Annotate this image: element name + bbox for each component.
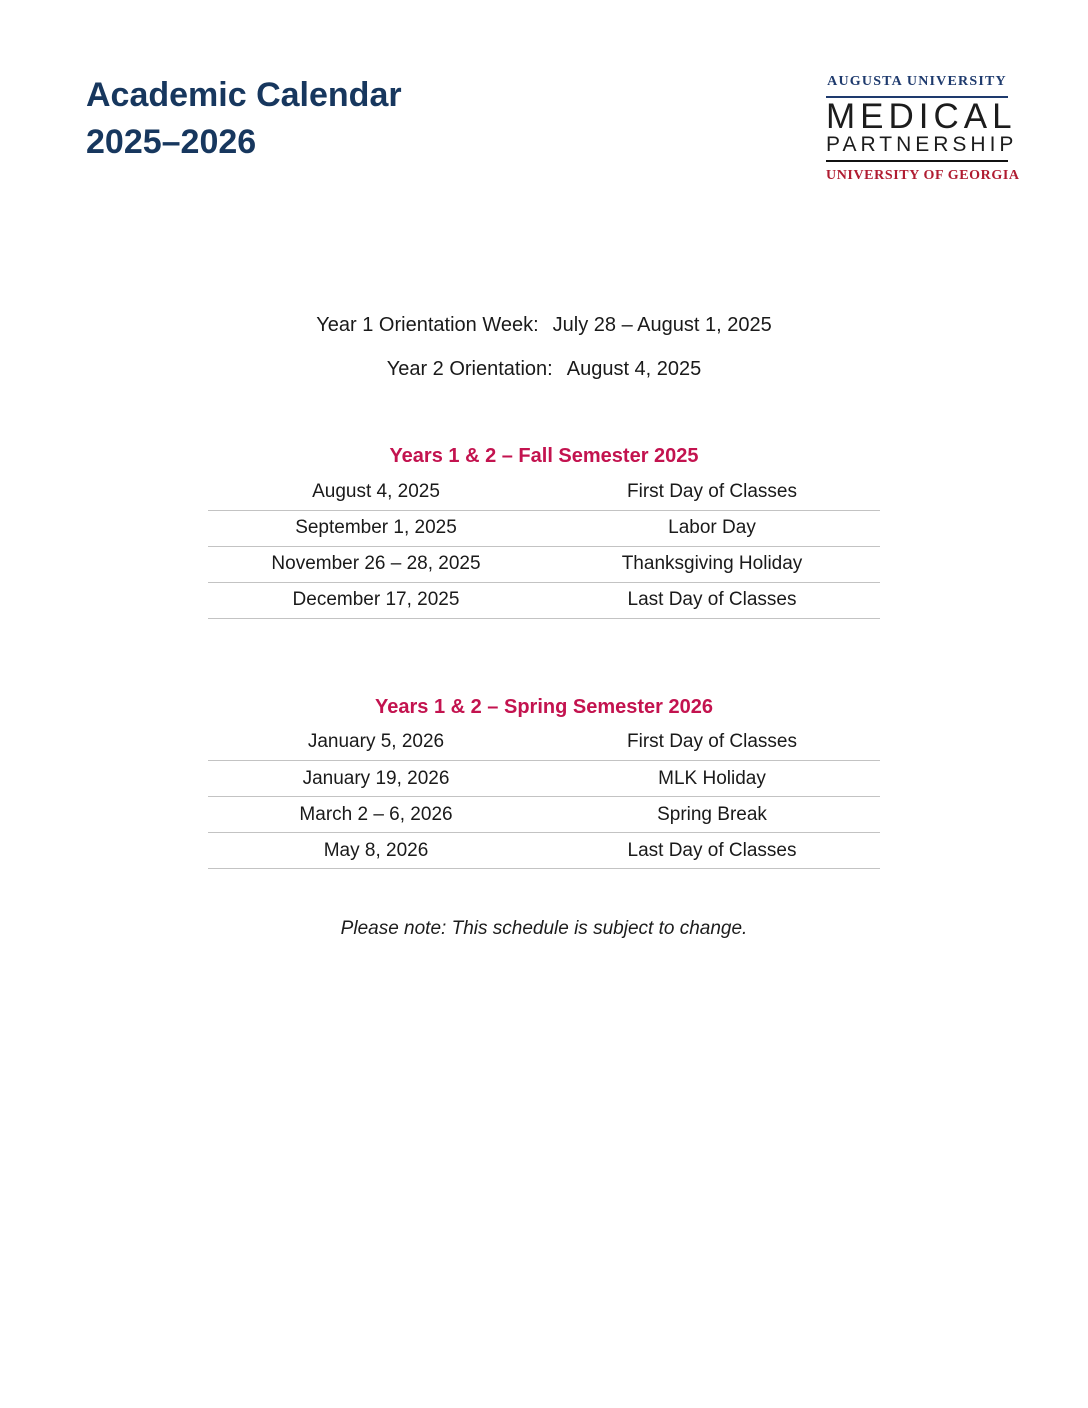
logo-partnership-text: PARTNERSHIP <box>826 133 1018 156</box>
logo-affiliate-text: UNIVERSITY OF GEORGIA <box>826 168 1020 183</box>
table-row <box>208 474 880 510</box>
fall-semester-table <box>208 474 880 619</box>
page-title-line2: 2025–2026 <box>86 123 257 161</box>
logo-bottom-divider <box>826 160 1008 162</box>
page-title <box>86 72 402 166</box>
event-cell: Last Day of Classes <box>544 582 880 618</box>
table-row <box>208 725 880 761</box>
event-cell: First Day of Classes <box>544 725 880 761</box>
page-title-line1: Academic Calendar <box>86 76 402 114</box>
year1-orientation-dates: July 28 – August 1, 2025 <box>552 314 772 336</box>
orientation-block <box>0 315 1088 379</box>
spring-semester-section <box>0 697 1088 870</box>
logo-institution-text: AUGUSTA UNIVERSITY <box>827 74 1007 89</box>
date-cell: December 17, 2025 <box>208 582 544 618</box>
spring-semester-table <box>208 725 880 870</box>
augusta-university-medical-partnership-logo <box>826 72 1020 184</box>
schedule-change-note: Please note: This schedule is subject to change. <box>340 918 748 939</box>
event-cell: Last Day of Classes <box>544 833 880 869</box>
event-cell: MLK Holiday <box>544 761 880 797</box>
spring-semester-title: Years 1 & 2 – Spring Semester 2026 <box>375 695 713 718</box>
year2-orientation-line <box>0 359 1088 379</box>
date-cell: August 4, 2025 <box>208 474 544 510</box>
date-cell: September 1, 2025 <box>208 510 544 546</box>
table-row <box>208 761 880 797</box>
event-cell: First Day of Classes <box>544 474 880 510</box>
fall-semester-title: Years 1 & 2 – Fall Semester 2025 <box>389 445 699 467</box>
date-cell: May 8, 2026 <box>208 833 544 869</box>
table-row <box>208 797 880 833</box>
event-cell: Thanksgiving Holiday <box>544 546 880 582</box>
date-cell: November 26 – 28, 2025 <box>208 546 544 582</box>
date-cell: January 5, 2026 <box>208 725 544 761</box>
year1-orientation-line <box>0 315 1088 335</box>
fall-semester-section <box>0 446 1088 619</box>
date-cell: March 2 – 6, 2026 <box>208 797 544 833</box>
date-cell: January 19, 2026 <box>208 761 544 797</box>
event-cell: Labor Day <box>544 510 880 546</box>
table-row <box>208 546 880 582</box>
document-header <box>0 0 1088 187</box>
year2-orientation-label: Year 2 Orientation: <box>386 358 553 380</box>
year1-orientation-label: Year 1 Orientation Week: <box>316 314 539 336</box>
logo-medical-text: MEDICAL <box>826 97 1017 136</box>
event-cell: Spring Break <box>544 797 880 833</box>
year2-orientation-dates: August 4, 2025 <box>566 358 702 380</box>
table-row <box>208 582 880 618</box>
table-row <box>208 833 880 869</box>
table-row <box>208 510 880 546</box>
